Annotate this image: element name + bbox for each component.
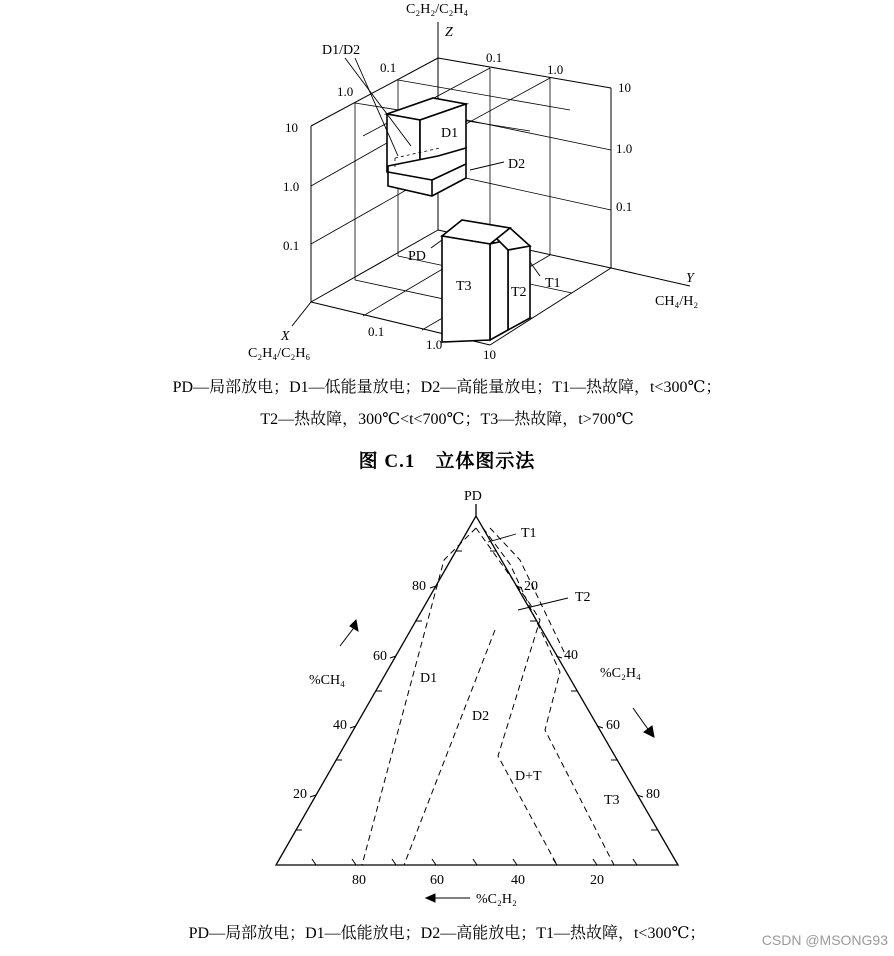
triangle-region-t1: T1: [521, 526, 537, 541]
left-axis-label: %CH₄: [309, 673, 345, 688]
figure-3d-diagram: [0, 0, 894, 372]
caption-3d-line1: PD—局部放电；D1—低能量放电；D2—高能量放电；T1—热故障，t<300℃；: [172, 379, 722, 396]
watermark: CSDN @MSONG93: [761, 932, 888, 948]
figure-title: 图 C.1 立体图示法: [358, 451, 536, 472]
region-pd-label: PD: [408, 249, 426, 264]
figure-triangle-diagram: [0, 480, 894, 890]
bottom-tick-20: 20: [590, 873, 604, 888]
right-tick-40: 40: [564, 648, 578, 663]
left-tick-60: 60: [373, 649, 387, 664]
region-d2-label: D2: [508, 157, 526, 172]
region-t3-label: T3: [456, 279, 472, 294]
bottom-axis-label: %C₂H₂: [476, 892, 517, 907]
caption-triangle-line1: PD—局部放电；D1—低能放电；D2—高能放电；T1—热故障，t<300℃；: [188, 925, 706, 942]
z-axis-label: Z: [445, 25, 453, 40]
tick-bottom-1-0: 1.0: [426, 337, 443, 352]
x-ratio-label: C₂H₄/C₂H₆: [248, 346, 311, 361]
tick-right-0-1: 0.1: [616, 199, 633, 214]
bottom-tick-80: 80: [352, 873, 366, 888]
y-axis-label: Y: [686, 271, 694, 286]
left-tick-80: 80: [412, 579, 426, 594]
triangle-region-dt: D+T: [515, 769, 542, 784]
left-tick-20: 20: [293, 787, 307, 802]
right-tick-20: 20: [524, 579, 538, 594]
triangle-region-d2: D2: [472, 709, 490, 724]
triangle-region-t2: T2: [575, 590, 591, 605]
right-tick-80: 80: [646, 787, 660, 802]
region-t2-label: T2: [511, 285, 527, 300]
tick-backtop-1-0: 1.0: [337, 84, 354, 99]
tick-left-1-0: 1.0: [283, 179, 300, 194]
tick-top-10: 10: [618, 80, 631, 95]
triangle-region-d1: D1: [420, 671, 438, 686]
caption-3d-line2: T2—热故障，300℃<t<700℃；T3—热故障，t>700℃: [260, 411, 634, 428]
tick-top-0-1: 0.1: [486, 50, 503, 65]
tick-left-0-1: 0.1: [283, 238, 300, 253]
tick-bottom-0-1: 0.1: [368, 324, 385, 339]
right-axis-label: %C₂H₄: [600, 666, 641, 681]
region-d1d2-label: D1/D2: [322, 43, 361, 58]
region-d1-label: D1: [441, 126, 459, 141]
tick-right-1-0: 1.0: [616, 141, 633, 156]
left-tick-40: 40: [333, 718, 347, 733]
triangle-region-t3: T3: [604, 793, 620, 808]
tick-backtop-0-1: 0.1: [380, 60, 397, 75]
y-ratio-label: CH₄/H₂: [655, 294, 699, 309]
tick-top-1-0: 1.0: [547, 62, 564, 77]
x-axis-label: X: [281, 329, 290, 344]
bottom-axis-caption: [0, 888, 894, 918]
tick-left-10: 10: [285, 120, 298, 135]
tick-bottom-10: 10: [483, 347, 496, 362]
bottom-tick-40: 40: [511, 873, 525, 888]
bottom-tick-60: 60: [430, 873, 444, 888]
right-tick-60: 60: [606, 718, 620, 733]
triangle-apex-label: PD: [464, 489, 482, 504]
region-t1-label: T1: [545, 276, 561, 291]
z-ratio-label: C₂H₂/C₂H₄: [406, 2, 469, 17]
